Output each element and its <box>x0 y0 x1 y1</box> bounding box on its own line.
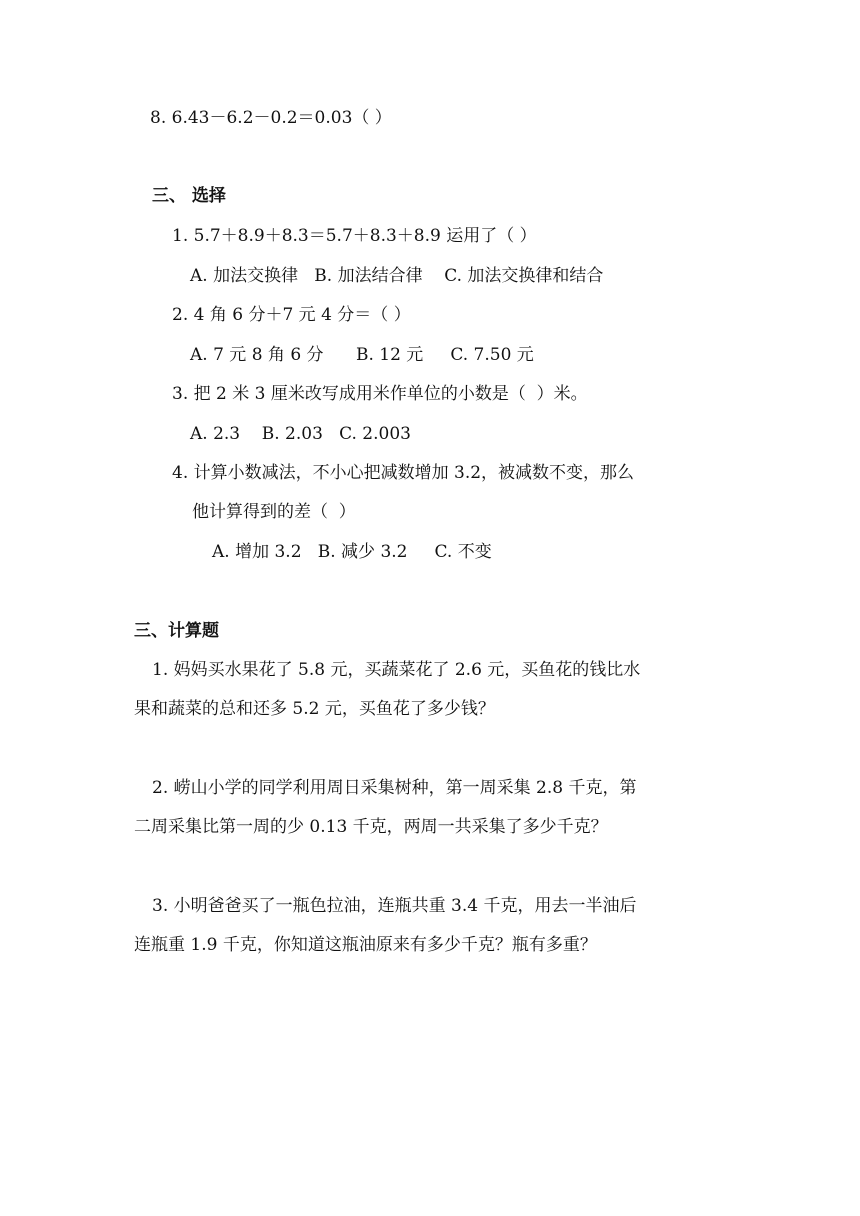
choice-q2-stem: 2. 4 角 6 分＋7 元 4 分＝（ ） <box>172 305 411 325</box>
calc-p2-line2: 二周采集比第一周的少 0.13 千克，两周一共采集了多少千克？ <box>134 817 608 837</box>
choice-q3-options: A. 2.3 B. 2.03 C. 2.003 <box>190 424 411 444</box>
choice-q3-stem: 3. 把 2 米 3 厘米改写成用米作单位的小数是（ ）米。 <box>172 384 588 404</box>
choice-q2-options: A. 7 元 8 角 6 分 B. 12 元 C. 7.50 元 <box>190 345 534 365</box>
calc-p1-line2: 果和蔬菜的总和还多 5.2 元，买鱼花了多少钱？ <box>134 699 495 719</box>
choice-q4-options: A. 增加 3.2 B. 减少 3.2 C. 不变 <box>212 542 492 562</box>
choice-q4-stem-line1: 4. 计算小数减法，不小心把减数增加 3.2，被减数不变，那么 <box>172 463 635 483</box>
calc-p1-line1: 1. 妈妈买水果花了 5.8 元，买蔬菜花了 2.6 元，买鱼花的钱比水 <box>152 660 641 680</box>
calc-p2-line1: 2. 崂山小学的同学利用周日采集树种，第一周采集 2.8 千克，第 <box>152 778 637 798</box>
judgement-item-8: 8. 6.43－6.2－0.2＝0.03（ ） <box>150 108 392 128</box>
calc-p3-line1: 3. 小明爸爸买了一瓶色拉油，连瓶共重 3.4 千克，用去一半油后 <box>152 896 637 916</box>
choice-q1-stem: 1. 5.7＋8.9＋8.3＝5.7＋8.3＋8.9 运用了（ ） <box>172 226 537 246</box>
choice-q4-stem-line2: 他计算得到的差（ ） <box>192 502 356 522</box>
choice-section-heading: 三、 选择 <box>152 186 226 206</box>
calc-p3-line2: 连瓶重 1.9 千克，你知道这瓶油原来有多少千克？瓶有多重？ <box>134 935 597 955</box>
choice-q1-options: A. 加法交换律 B. 加法结合律 C. 加法交换律和结合 <box>190 266 604 286</box>
calc-section-heading: 三、计算题 <box>134 621 219 641</box>
